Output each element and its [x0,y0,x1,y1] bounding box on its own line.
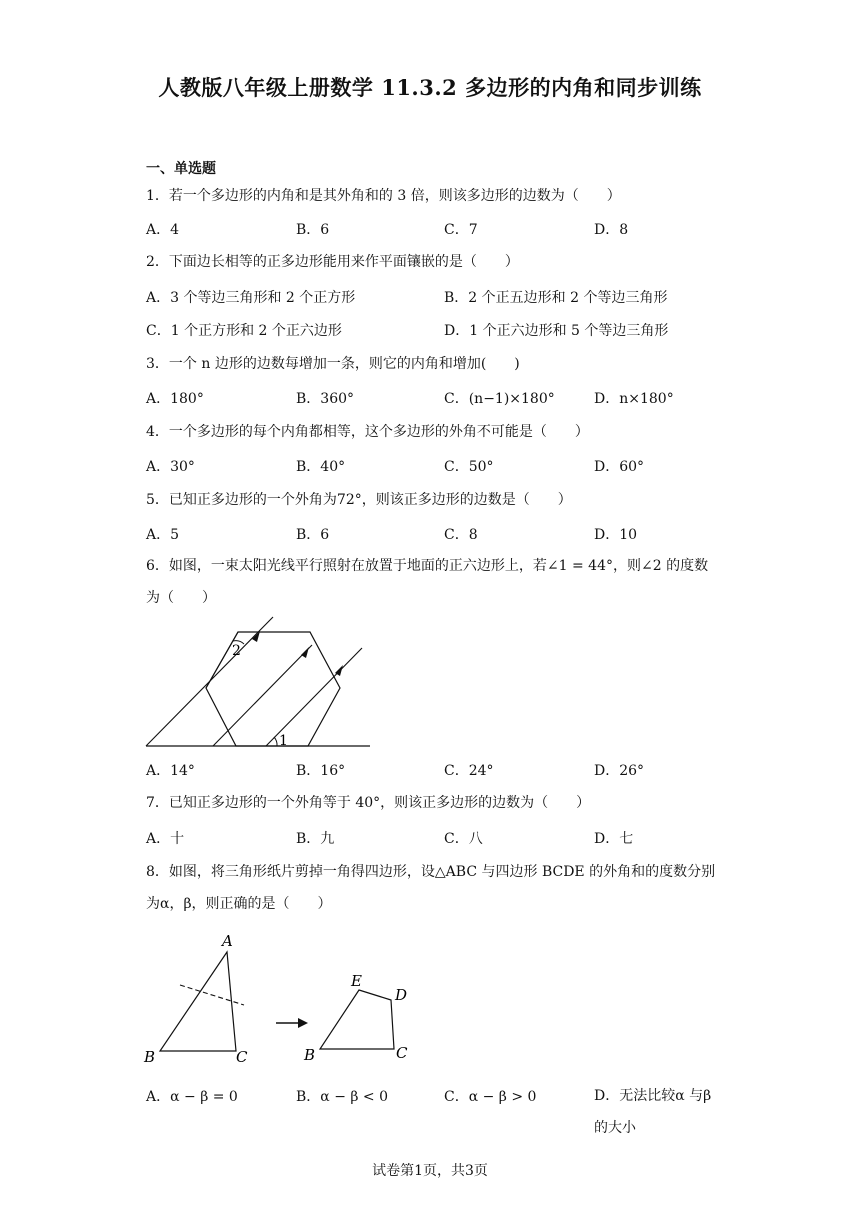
option-a[interactable]: A．十 [146,831,185,847]
option-b[interactable]: B．40° [296,459,346,475]
point-c2-label: C [396,1044,408,1062]
option-d[interactable]: D．26° [594,763,645,779]
option-a[interactable]: A．180° [146,391,204,407]
question-5-options [146,524,746,544]
option-b[interactable]: B．360° [296,391,355,407]
option-b[interactable]: B．九 [296,831,335,847]
section-heading: 一、单选题 [146,161,216,177]
point-a-label: A [222,932,233,950]
question-6: 6．如图，一束太阳光线平行照射在放置于地面的正六边形上，若∠1 = 44°，则∠2 的度数为（ ） [146,558,709,606]
option-d[interactable]: D．n×180° [594,391,674,407]
question-2-options-row1 [146,287,746,307]
option-a[interactable]: A．30° [146,459,195,475]
question-2-options-row2 [146,320,746,340]
option-d[interactable]: D．8 [594,222,629,238]
option-a[interactable]: A．5 [146,527,180,543]
option-c[interactable]: C．α − β > 0 [444,1089,537,1105]
option-b[interactable]: B．2 个正五边形和 2 个等边三角形 [444,290,668,306]
option-b[interactable]: B．16° [296,763,346,779]
option-c[interactable]: C．8 [444,527,478,543]
point-e-label: E [351,972,362,990]
option-c[interactable]: C．24° [444,763,494,779]
option-d[interactable]: D．七 [594,831,634,847]
question-3: 3．一个 n 边形的边数每增加一条，则它的内角和增加( ) [146,356,520,372]
option-c[interactable]: C．50° [444,459,494,475]
question-1-options [146,219,746,239]
angle-2-label: 2 [232,643,241,659]
option-a[interactable]: A．α − β = 0 [146,1089,238,1105]
question-7: 7．已知正多边形的一个外角等于 40°，则该正多边形的边数为（ ） [146,795,591,811]
option-b[interactable]: B．6 [296,527,330,543]
page-footer: 试卷第1页，共3页 [372,1163,488,1179]
option-c[interactable]: C．(n−1)×180° [444,391,555,407]
point-c-label: C [236,1048,248,1066]
option-d[interactable]: D．10 [594,527,638,543]
option-a[interactable]: A．3 个等边三角形和 2 个正方形 [146,290,356,306]
question-4: 4．一个多边形的每个内角都相等，这个多边形的外角不可能是（ ） [146,424,589,440]
question-2: 2．下面边长相等的正多边形能用来作平面镶嵌的是（ ） [146,254,519,270]
option-c[interactable]: C．7 [444,222,478,238]
option-b[interactable]: B．6 [296,222,330,238]
option-d[interactable]: D．60° [594,459,645,475]
option-c[interactable]: C．八 [444,831,483,847]
option-d[interactable]: D．无法比较α 与β 的大小 [594,1088,712,1136]
right-arrow-icon [298,1018,308,1028]
question-6-options [146,760,746,780]
point-b2-label: B [304,1046,316,1064]
triangle-cut-figure [140,928,430,1068]
option-a[interactable]: A．14° [146,763,195,779]
question-8-options [146,1086,746,1136]
point-b-label: B [144,1048,156,1066]
option-b[interactable]: B．α − β < 0 [296,1089,389,1105]
page-title: 人教版八年级上册数学 11.3.2 多边形的内角和同步训练 [158,75,702,100]
question-1: 1．若一个多边形的内角和是其外角和的 3 倍，则该多边形的边数为（ ） [146,188,621,204]
option-a[interactable]: A．4 [146,222,180,238]
option-c[interactable]: C．1 个正方形和 2 个正六边形 [146,323,342,339]
question-7-options [146,828,746,848]
question-5: 5．已知正多边形的一个外角为72°，则该正多边形的边数是（ ） [146,492,572,508]
question-3-options [146,388,746,408]
hexagon-sunlight-figure [140,615,380,755]
option-d[interactable]: D．1 个正六边形和 5 个等边三角形 [444,323,669,339]
question-4-options [146,456,746,476]
point-d-label: D [395,986,408,1004]
angle-1-label: 1 [279,733,288,749]
question-8: 8．如图，将三角形纸片剪掉一角得四边形，设△ABC 与四边形 BCDE 的外角和的度数分别为α，β，则正确的是（ ） [146,864,716,912]
